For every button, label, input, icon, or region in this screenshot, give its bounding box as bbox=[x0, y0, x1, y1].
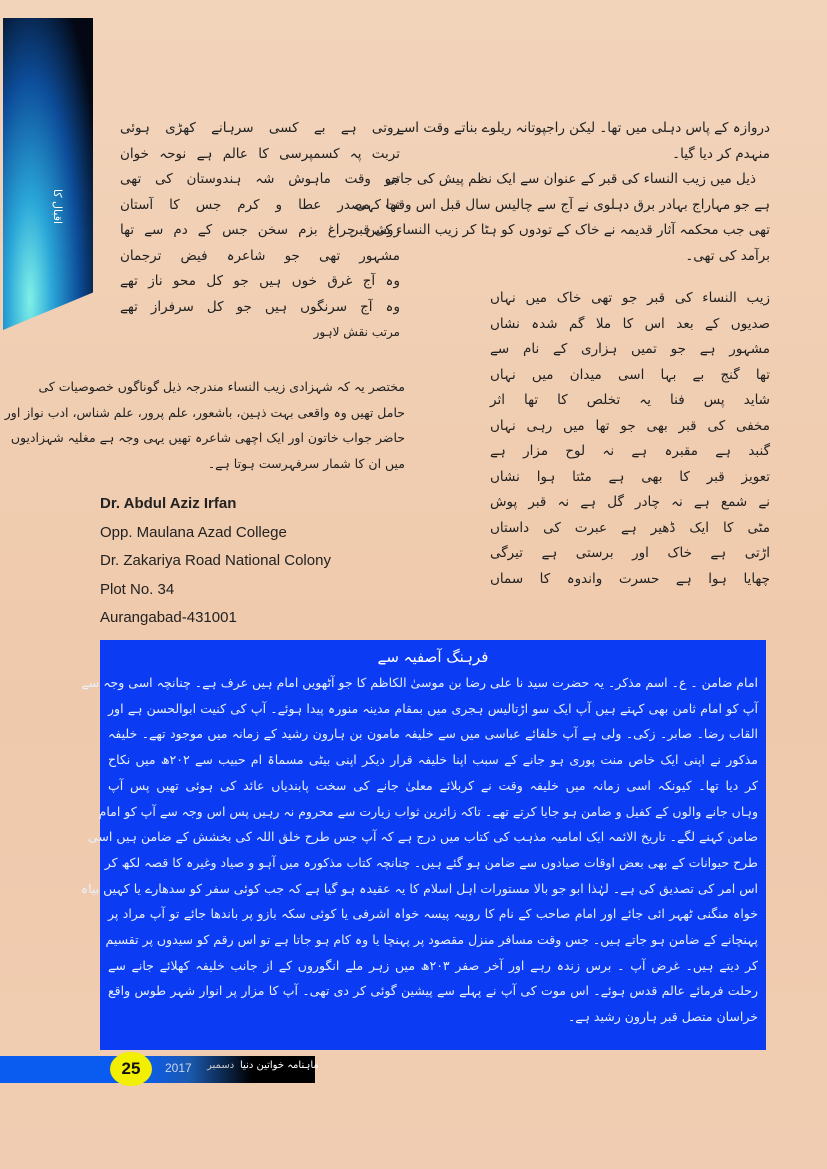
issue-year: 2017 bbox=[165, 1061, 192, 1075]
poem-line: شاید پس فنا یہ تخلص کا تھا اثر bbox=[490, 392, 770, 408]
page-number: 25 bbox=[110, 1052, 152, 1086]
poem-line: زیب النساء کی قبر جو تھی خاک میں نہاں bbox=[490, 290, 770, 306]
magazine-name: ماہنامہ خواتین دنیا bbox=[240, 1060, 319, 1071]
issue-month: دسمبر bbox=[207, 1060, 235, 1071]
poem-line: اڑتی ہے خاک اور برستی ہے تیرگی bbox=[490, 545, 770, 561]
text-line: حامل تھیں وہ واقعی بہت ذہین، باشعور، علم پرور، علم شناس، ادب نواز اور bbox=[4, 404, 405, 420]
poem-credit: مرتب نقش لاہور bbox=[313, 325, 400, 339]
box-line: ضامن کہنے لگے۔ تاریخ الائمہ ایک امامیہ مذہب کی کتاب میں درج ہے کہ آپ جس طرح خلق اللہ کی بخشش کے ضامن ہیں اسی bbox=[88, 829, 758, 845]
poem-line: مشہور تھی جو شاعرہ فیض ترجمان bbox=[120, 247, 400, 264]
box-line: آپ کو امام ثامن بھی کہتے ہیں آپ ایک سو اڑتالیس ہجری میں بمقام مدینہ منورہ پیدا ہوئے۔ آپ کی کنیت ابوالحسن ہے اور bbox=[108, 700, 758, 716]
text-line: حاضر جواب خاتون اور ایک اچھی شاعرہ تھیں یہی وجہ ہے مغلیہ شہزادیوں bbox=[10, 430, 405, 445]
text-line: ذیل میں زیب النساء کی قبر کے عنوان سے ایک نظم پیش کی جاتی bbox=[385, 171, 756, 187]
box-line: اس امر کی تصدیق کی ہے۔ لہٰذا ابو جو بالا مستورات اہل اسلام کا یہ عقیدہ ہو گیا ہے کہ جب کوئی سفر کو سدھارے یا کہیں بیاہ bbox=[80, 880, 758, 896]
box-line: خراسان متصل قبر ہارون رشید ہے۔ bbox=[567, 1009, 758, 1025]
box-line: وہاں جانے والوں کے کفیل و ضامن ہو جایا کرتے تھے۔ تاکہ زائرین ثواب زیارت سے محروم نہ رہیں پس اس وجہ سے آپ کو امام bbox=[98, 803, 758, 819]
author-name: Dr. Abdul Aziz Irfan bbox=[100, 495, 237, 512]
box-line: کر دیا تھا۔ کیونکہ اسی زمانہ میں خلیفہ وقت نے کربلائے معلیٰ جانے کی سخت پابندیاں عائد کی ہوئی تھیں پس آپ bbox=[108, 777, 758, 793]
box-line: پہنچانے کے ضامن ہو جاتے ہیں۔ جس وقت مسافر منزل مقصود پر پہنچا یا وہ کام ہو جاتا ہے تو اس رقم کو سیدوں پر تقسیم bbox=[105, 932, 758, 948]
side-banner bbox=[3, 18, 93, 330]
box-line: رحلت فرمائے عالم قدس ہوئے۔ اس موت کی آپ نے پہلے سے پیشین گوئی کر دی تھی۔ آپ کا مزار پر انوار شہر طوس واقع bbox=[108, 983, 758, 999]
poem-line: وہ آج غرق خوں ہیں جو کل محو ناز تھے bbox=[120, 273, 400, 289]
text-line: برآمد کی تھی۔ bbox=[685, 247, 770, 264]
poem-line: جو وقت ماہوش شہ ہندوستان کی تھی bbox=[120, 171, 400, 187]
address-line: Plot No. 34 bbox=[100, 580, 175, 598]
address-line: Aurangabad-431001 bbox=[100, 609, 237, 626]
text-line: تھی جب محکمہ آثار قدیمہ نے خاک کے تودوں کو ہٹا کر زیب النساء کی قبر bbox=[351, 222, 770, 238]
poem-line: تربت پہ کسمپرسی کا عالم ہے نوحہ خوان bbox=[120, 145, 400, 162]
poem-line: مٹی کا ایک ڈھیر ہے عبرت کی داستاں bbox=[490, 519, 770, 536]
text-line: ہے جو مہاراج بہادر برق دہلوی نے آج سے چالیس سال قبل اس وقت کہی bbox=[355, 196, 770, 213]
text-line: مختصر یہ کہ شہزادی زیب النساء مندرجہ ذیل گوناگوں خصوصیات کی bbox=[38, 379, 405, 394]
poem-line: صدیوں کے بعد اس کا ملا گم شدہ نشاں bbox=[490, 315, 770, 332]
author-block bbox=[100, 490, 331, 633]
poem-line: روتی ہے بے کسی سرہانے کھڑی ہوئی bbox=[120, 120, 400, 136]
box-line: القاب رضا۔ صابر۔ زکی۔ ولی ہے آپ خلفائے عباسی میں سے خلیفہ مامون بن ہارون رشید کے زمانہ میں موجود تھے۔ خلیفہ bbox=[108, 726, 758, 742]
box-line: مذکور نے اپنی ایک خاص منت پوری ہو جانے کے سبب اپنا خلیفہ قرار دیکر اپنی بیٹی مسماۃ ام حبیب سے ۲۰۲ھ میں نکاح bbox=[108, 752, 758, 768]
top-left-poem bbox=[120, 116, 400, 346]
text-line: میں ان کا شمار سرفہرست ہوتا ہے۔ bbox=[207, 455, 405, 471]
address-line: Opp. Maulana Azad College bbox=[100, 523, 287, 541]
side-banner-label: اقبال کا bbox=[51, 188, 65, 225]
address-line: Dr. Zakariya Road National Colony bbox=[100, 552, 331, 569]
box-title: فرہنگ آصفیہ سے bbox=[377, 648, 489, 666]
left-prose bbox=[4, 374, 405, 476]
poem-line: وہ آج سرنگوں ہیں جو کل سرفراز تھے bbox=[120, 298, 400, 315]
box-line: طرح حیوانات کے بھی بعض اوقات صیادوں سے ضامن ہو گئے ہیں۔ چنانچہ کتاب مذکورہ میں آہو و صیاد وغیرہ کا قصہ لکھ کر bbox=[104, 854, 758, 870]
dictionary-excerpt-box bbox=[80, 640, 766, 1050]
poem-line: چھایا ہوا ہے حسرت واندوہ کا سماں bbox=[490, 570, 770, 587]
top-right-prose bbox=[351, 116, 770, 269]
box-line: کر دیتے ہیں۔ غرض آپ ۔ برس زندہ رہے اور آخر صفر ۲۰۳ھ میں زہر ملے انگوروں کے از جانب خلیفہ کھلائے جانے سے bbox=[108, 957, 758, 973]
poem-line: نے شمع ہے نہ چادر گل ہے نہ قبر پوش bbox=[490, 494, 770, 510]
poem-line: تعویز قبر کا بھی ہے مٹتا ہوا نشاں bbox=[490, 468, 770, 485]
poem-line: مشہور ہے جو تمیں ہزاری کے نام سے bbox=[490, 341, 770, 357]
text-line: منہدم کر دیا گیا۔ bbox=[672, 145, 770, 162]
box-line: امام ضامن ۔ ع۔ اسم مذکر۔ یہ حضرت سید نا علی رضا بن موسیٰ الکاظم کا جو آٹھویں امام ہیں عرف ہے۔ چنانچہ اسی وجہ سے bbox=[81, 675, 758, 690]
right-poem bbox=[490, 286, 770, 592]
poem-line: روشن چراغ بزم سخن جس کے دم سے تھا bbox=[120, 222, 400, 238]
text-line: دروازہ کے پاس دہلی میں تھا۔ لیکن راجپوتانہ ریلوے بناتے وقت اسے bbox=[396, 120, 770, 136]
poem-line: مخفی کی قبر بھی جو تھا میں رہی نہاں bbox=[490, 417, 770, 434]
poem-line: تھا گنج بے بہا اسی میدان میں نہاں bbox=[490, 366, 770, 383]
poem-line: تھا مصدر عطا و کرم جس کا آستان bbox=[120, 196, 400, 213]
box-line: خواہ منگنی ٹھہر ائی جائے اور امام صاحب کے نام کا روپیہ پیسہ خواہ اشرفی یا کوئی سکہ بازو پر باندھا جائے تو آپ مراد پر bbox=[108, 906, 758, 922]
poem-line: گنبد ہے مقبرہ ہے نہ لوح مزار ہے bbox=[490, 443, 770, 459]
